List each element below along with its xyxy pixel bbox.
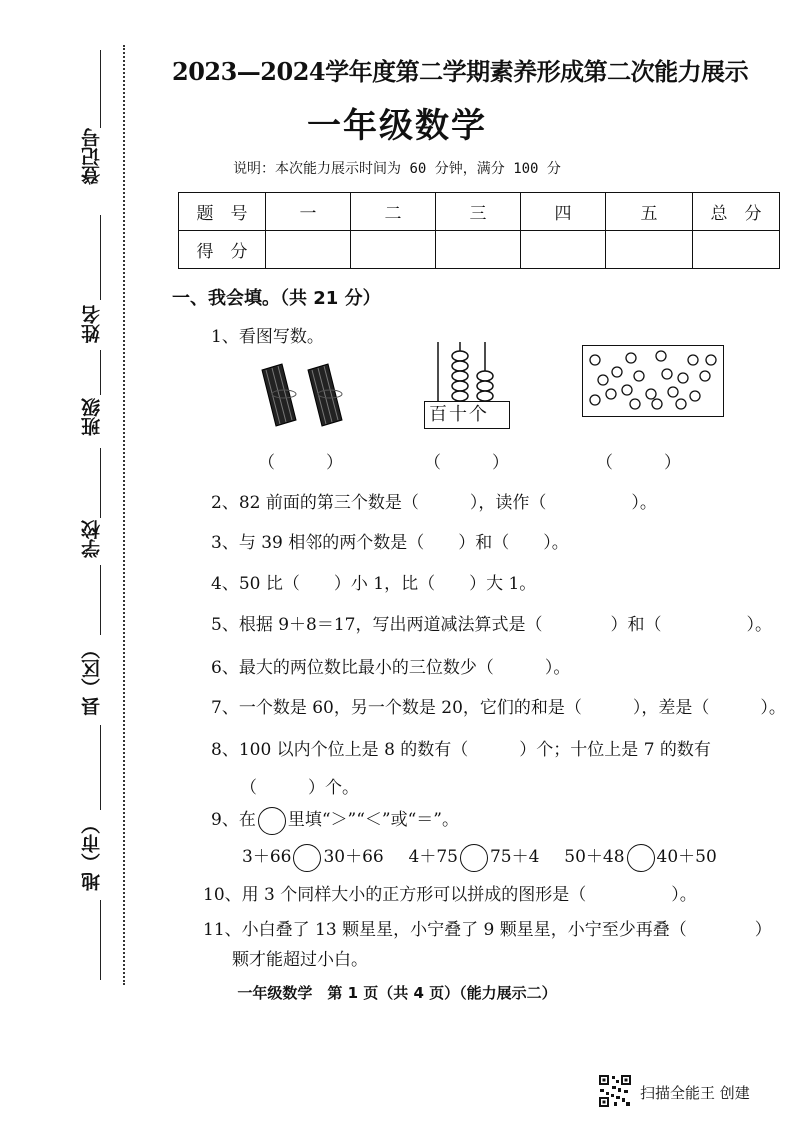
score-cell: 四 — [521, 193, 606, 231]
score-cell: 二 — [351, 193, 436, 231]
score-input-cell[interactable] — [436, 231, 521, 269]
score-cell: 三 — [436, 193, 521, 231]
page-footer: 一年级数学 第 1 页（共 4 页）（能力展示二） — [237, 984, 557, 1002]
stick-bundle — [308, 364, 342, 426]
q9-expr-3b: 40＋50 — [656, 847, 717, 867]
score-cell: 五 — [606, 193, 693, 231]
stick-bundles-image — [252, 362, 352, 432]
question-11: 11、小白叠了 13 颗星星，小宁叠了 9 颗星星，小宁至少再叠（ ） — [203, 920, 772, 940]
score-cell: 总 分 — [693, 193, 780, 231]
question-2: 2、82 前面的第三个数是（ ），读作（ ）。 — [211, 493, 657, 513]
dots-box-image — [582, 345, 724, 417]
school-line — [100, 448, 101, 518]
binding-dotted-line — [123, 45, 125, 985]
score-table-header-row — [179, 193, 780, 231]
score-input-cell[interactable] — [521, 231, 606, 269]
bottom-line — [100, 900, 101, 980]
stick-bundle — [262, 364, 296, 426]
question-7: 7、一个数是 60，另一个数是 20，它们的和是（ ），差是（ ）。 — [211, 698, 786, 718]
q9-expr-1b: 30＋66 — [323, 847, 384, 867]
county-line — [100, 565, 101, 635]
q1-answer-3[interactable]: （ ） — [596, 453, 681, 473]
question-9-expressions — [242, 842, 717, 872]
exam-title: 2023—2024学年度第二学期素养形成第二次能力展示 — [172, 57, 749, 86]
compare-answer-circle[interactable] — [293, 844, 321, 872]
scanner-watermark: 扫描全能王 创建 — [640, 1084, 750, 1102]
class-line — [100, 350, 101, 395]
question-1: 1、看图写数。 — [211, 327, 324, 347]
q9-prefix: 9、在 — [211, 810, 256, 830]
question-5: 5、根据 9＋8＝17，写出两道减法算式是（ ）和（ ）。 — [211, 615, 772, 635]
side-school-label: 学校 — [81, 520, 103, 558]
subject-title: 一年级数学 — [307, 106, 487, 146]
city-line — [100, 725, 101, 810]
score-input-cell[interactable] — [693, 231, 780, 269]
score-table — [178, 192, 780, 269]
side-reg-no-label: 登记号 — [81, 128, 103, 185]
compare-answer-circle[interactable] — [627, 844, 655, 872]
q1-answer-2[interactable]: （ ） — [424, 453, 509, 473]
compare-answer-circle[interactable] — [460, 844, 488, 872]
score-cell: 一 — [266, 193, 351, 231]
score-table-score-row — [179, 231, 780, 269]
question-3: 3、与 39 相邻的两个数是（ ）和（ ）。 — [211, 533, 569, 553]
question-4: 4、50 比（ ）小 1，比（ ）大 1。 — [211, 574, 537, 594]
q9-expr-2b: 75＋4 — [489, 847, 540, 867]
question-11-continued: 颗才能超过小白。 — [232, 950, 368, 970]
question-9 — [211, 805, 459, 835]
q9-expr-2a: 4＋75 — [408, 847, 458, 867]
question-8-continued: （ ）个。 — [240, 778, 359, 798]
side-county-label: 县（区） — [81, 640, 103, 716]
side-name-label: 姓名 — [81, 305, 103, 343]
section-1-title: 一、我会填。（共 21 分） — [172, 288, 381, 309]
score-input-cell[interactable] — [266, 231, 351, 269]
abacus-image — [430, 340, 510, 402]
question-8: 8、100 以内个位上是 8 的数有（ ）个；十位上是 7 的数有 — [211, 740, 711, 760]
abacus-place-label: 百十个 — [424, 401, 510, 429]
q9-suffix: 里填“＞”“＜”或“＝”。 — [287, 810, 459, 830]
q1-answer-1[interactable]: （ ） — [258, 453, 343, 473]
q9-expr-1a: 3＋66 — [242, 847, 292, 867]
score-input-cell[interactable] — [606, 231, 693, 269]
side-city-label: 地（市） — [81, 815, 103, 891]
score-input-cell[interactable] — [351, 231, 436, 269]
score-cell: 得 分 — [179, 231, 266, 269]
qr-code-icon — [598, 1074, 632, 1108]
score-cell: 题 号 — [179, 193, 266, 231]
compare-circle-icon — [258, 807, 286, 835]
q9-expr-3a: 50＋48 — [564, 847, 625, 867]
question-6: 6、最大的两位数比最小的三位数少（ ）。 — [211, 658, 571, 678]
question-10: 10、用 3 个同样大小的正方形可以拼成的图形是（ ）。 — [203, 885, 697, 905]
name-line — [100, 215, 101, 300]
exam-note: 说明：本次能力展示时间为 60 分钟，满分 100 分 — [233, 161, 561, 177]
side-class-label: 班级 — [81, 398, 103, 436]
